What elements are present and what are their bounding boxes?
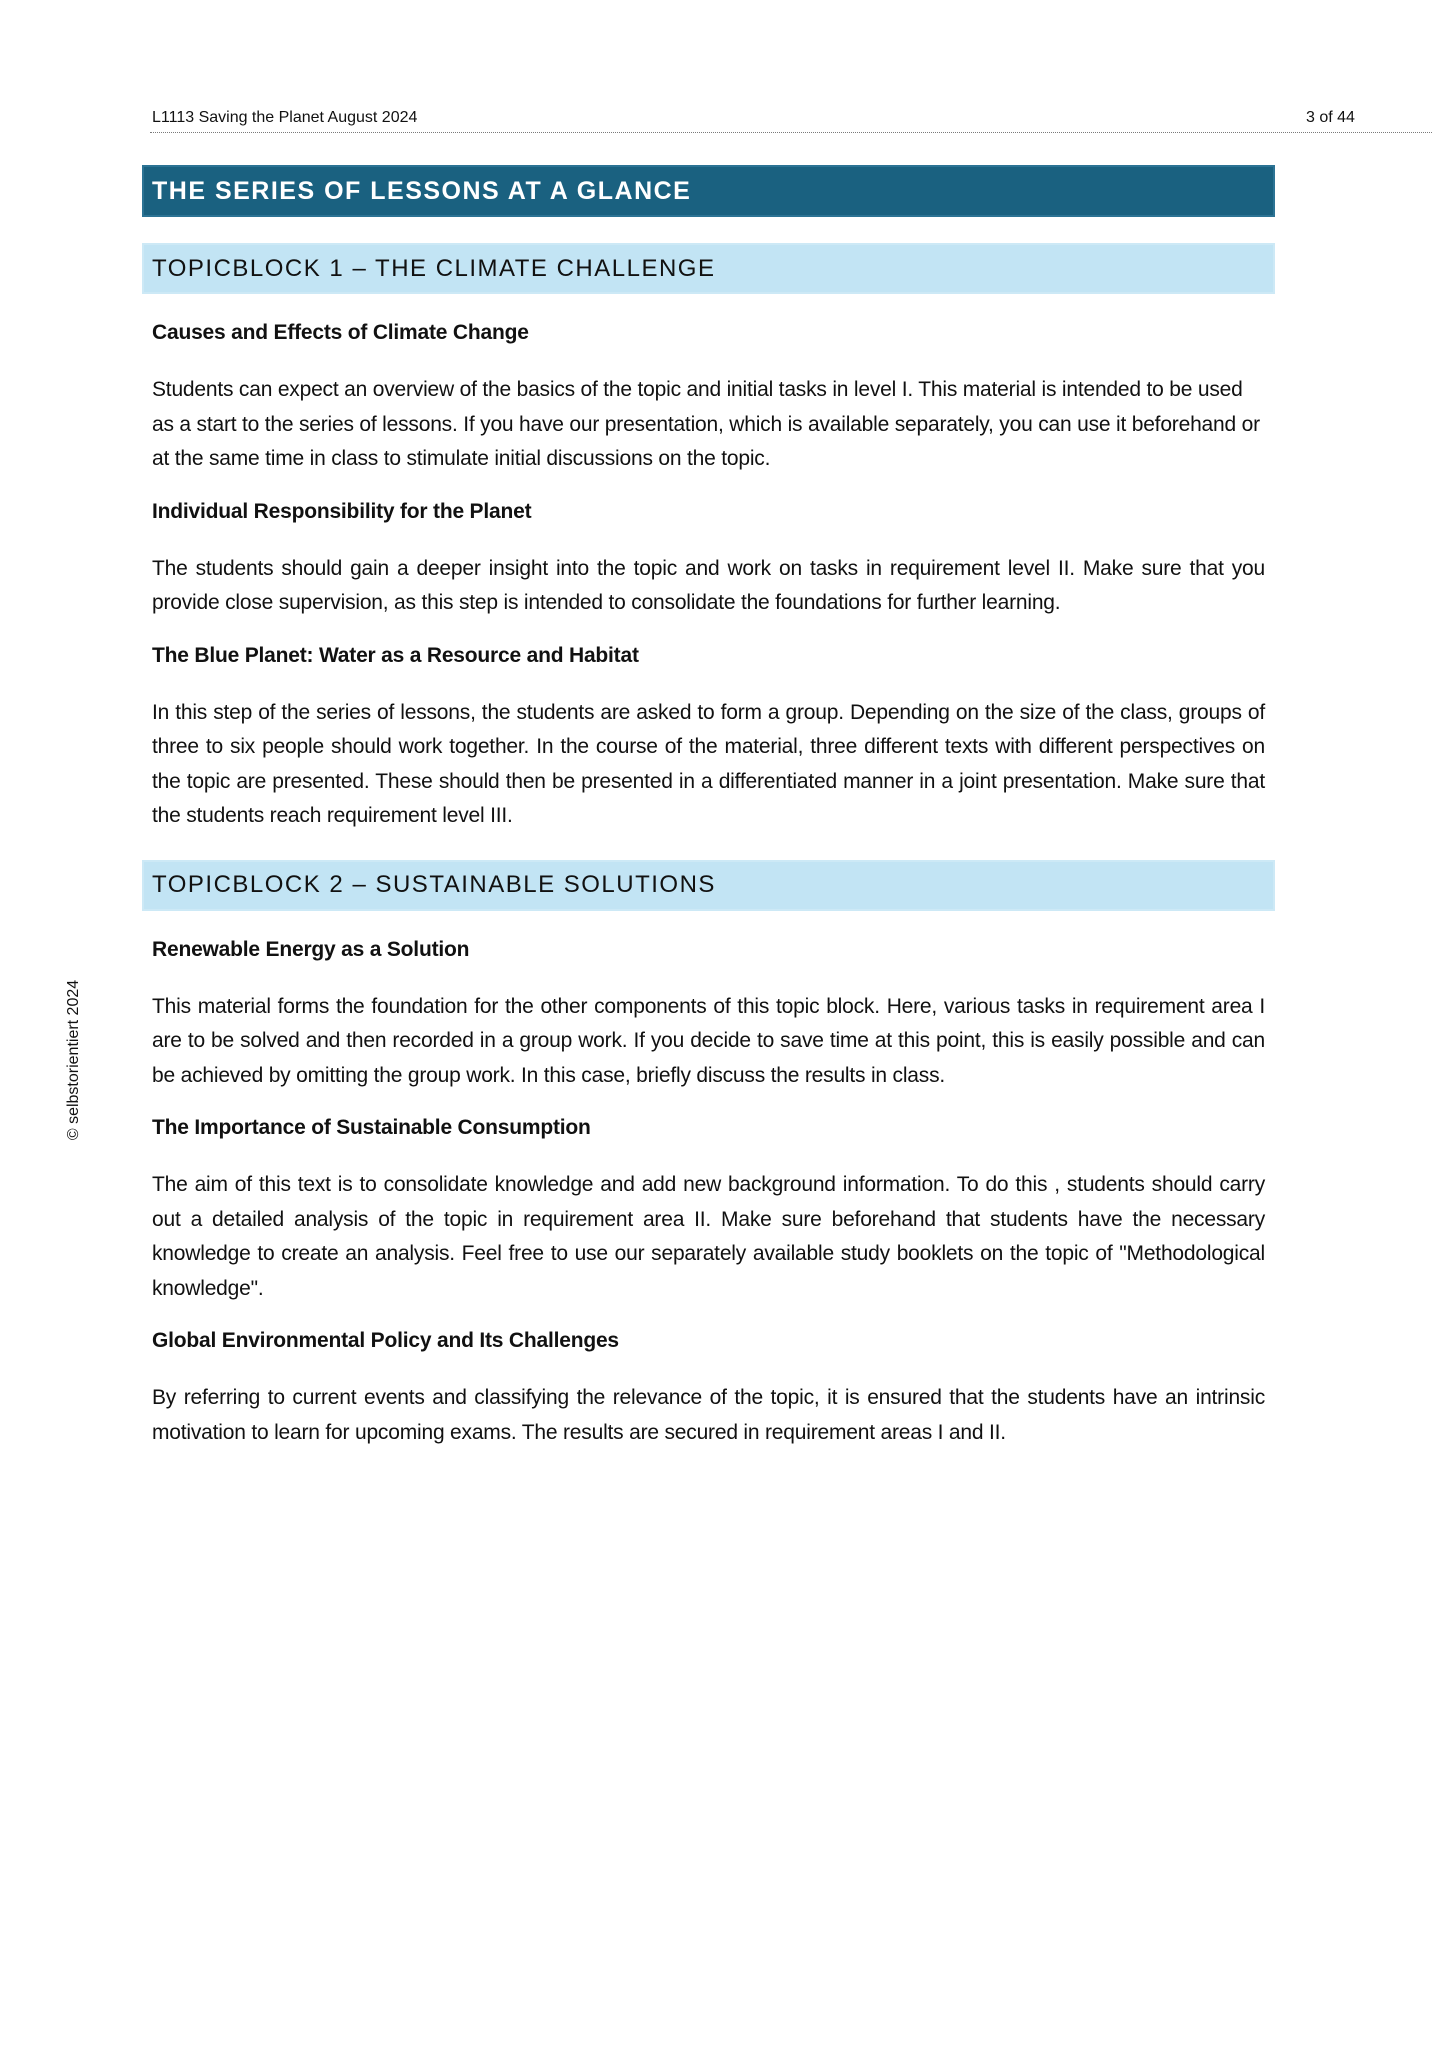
page-number: 3 of 44 [1306, 109, 1355, 126]
section-heading: Causes and Effects of Climate Change [152, 321, 529, 344]
section-text: The students should gain a deeper insight into the topic and work on tasks in requirement level II. Make sure that you provide close supervision, as this step is intended to consolidate the foundations for further learning. [152, 556, 1265, 614]
topic-block-2-sections [142, 935, 1275, 1451]
section-text: By referring to current events and classifying the relevance of the topic, it is ensured that the students have an intrinsic motivation to learn for upcoming exams. The results are secured in requirement areas I and II. [152, 1386, 1265, 1444]
topic-block-2-banner [142, 860, 1275, 911]
main-title-banner [142, 165, 1275, 217]
document-title: L1113 Saving the Planet August 2024 [152, 109, 418, 126]
section-heading: Individual Responsibility for the Planet [152, 499, 532, 523]
topic-block-title: TOPICBLOCK 1 – THE CLIMATE CHALLENGE [152, 254, 716, 282]
section-heading: Global Environmental Policy and Its Challenges [152, 1329, 619, 1352]
section-heading: The Blue Planet: Water as a Resource and Habitat [152, 643, 639, 667]
section-text: The aim of this text is to consolidate knowledge and add new background information. To do this , students should carry out a detailed analysis of the topic in requirement area II. Make sure beforehand that students have the necessary knowledge to create an analysis. Feel free to use our separately available study booklets on the topic of "Methodological knowledge". [152, 1173, 1265, 1300]
topic-block-1-sections [142, 318, 1275, 834]
section-heading: Renewable Energy as a Solution [152, 937, 470, 961]
topic-block-1-banner [142, 243, 1275, 294]
main-title: THE SERIES OF LESSONS AT A GLANCE [152, 176, 692, 205]
copyright-notice: © selbstorientiert 2024 [65, 979, 82, 1141]
section-text: Students can expect an overview of the basics of the topic and initial tasks in level I. This material is intended to be used as a start to the series of lessons. If you have our presentation, which is available separately, you can use it beforehand or at the same time in class to stimulate initial discussions on the topic. [152, 378, 1260, 470]
section-text: In this step of the series of lessons, the students are asked to form a group. Depending on the size of the class, groups of three to six people should work together. In the course of the material, three different texts with different perspectives on the topic are presented. These should then be presented in a differentiated manner in a joint presentation. Make sure that the students reach requirement level III. [152, 700, 1265, 827]
section-heading: The Importance of Sustainable Consumption [152, 1116, 591, 1139]
running-header [150, 106, 1432, 133]
page-content [142, 165, 1275, 1450]
section-text: This material forms the foundation for the other components of this topic block. Here, various tasks in requirement area I are to be solved and then recorded in a group work. If you decide to save time at this point, this is easily possible and can be achieved by omitting the group work. In this case, briefly discuss the results in class. [152, 994, 1265, 1087]
topic-block-title: TOPICBLOCK 2 – SUSTAINABLE SOLUTIONS [152, 871, 716, 898]
